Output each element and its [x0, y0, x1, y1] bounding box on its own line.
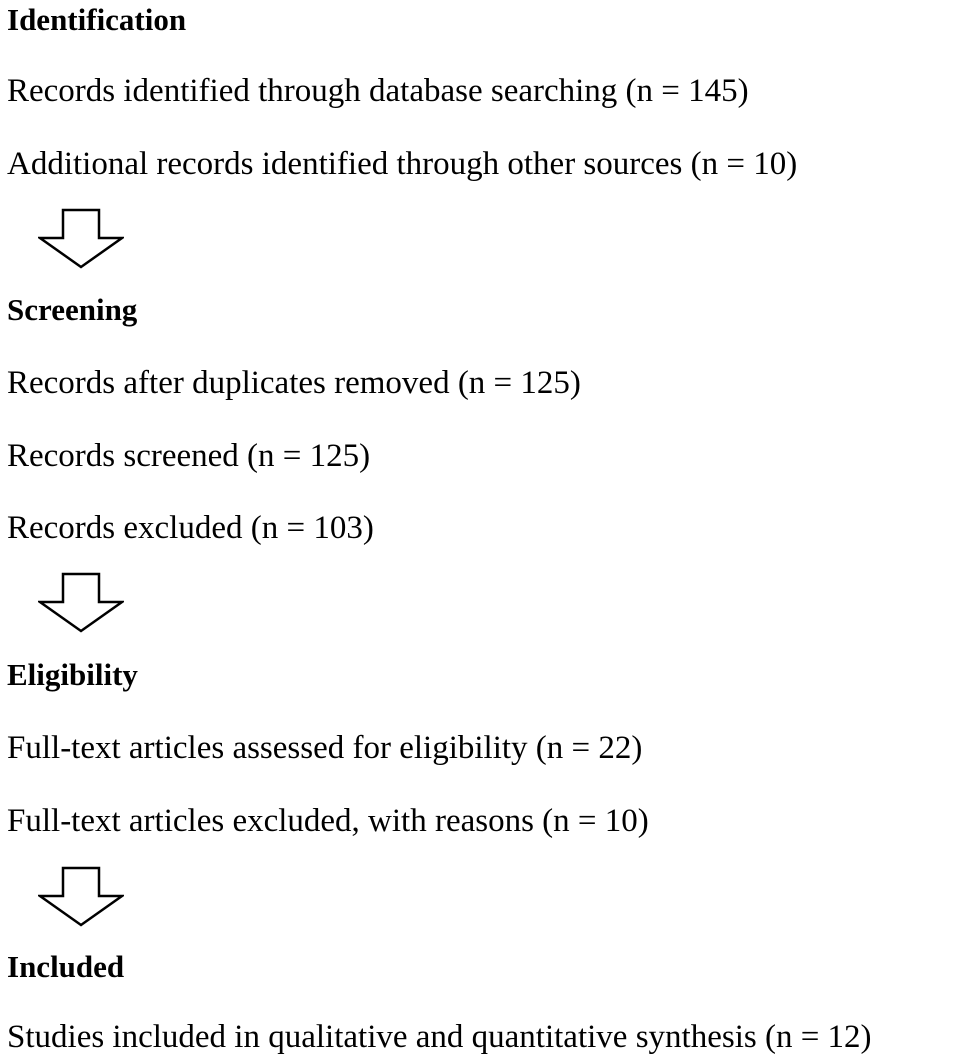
stage-heading-identification: Identification — [7, 2, 187, 37]
stage-heading-screening: Screening — [7, 292, 138, 327]
stage-heading-included: Included — [7, 949, 125, 984]
stage-heading-eligibility: Eligibility — [7, 657, 138, 692]
stage-item: Full-text articles assessed for eligibility (n = 22) — [7, 730, 643, 766]
stage-item: Full-text articles excluded, with reasons (n = 10) — [7, 803, 649, 839]
stage-item: Records excluded (n = 103) — [7, 510, 374, 546]
stage-item: Studies included in qualitative and quantitative synthesis (n = 12) — [7, 1019, 872, 1055]
down-arrow-icon — [38, 866, 124, 928]
stage-item: Additional records identified through other sources (n = 10) — [7, 146, 798, 182]
stage-item: Records after duplicates removed (n = 125) — [7, 365, 581, 401]
down-arrow-icon — [38, 572, 124, 634]
stage-item: Records identified through database searching (n = 145) — [7, 73, 749, 109]
stage-item: Records screened (n = 125) — [7, 438, 371, 474]
down-arrow-icon — [38, 208, 124, 270]
